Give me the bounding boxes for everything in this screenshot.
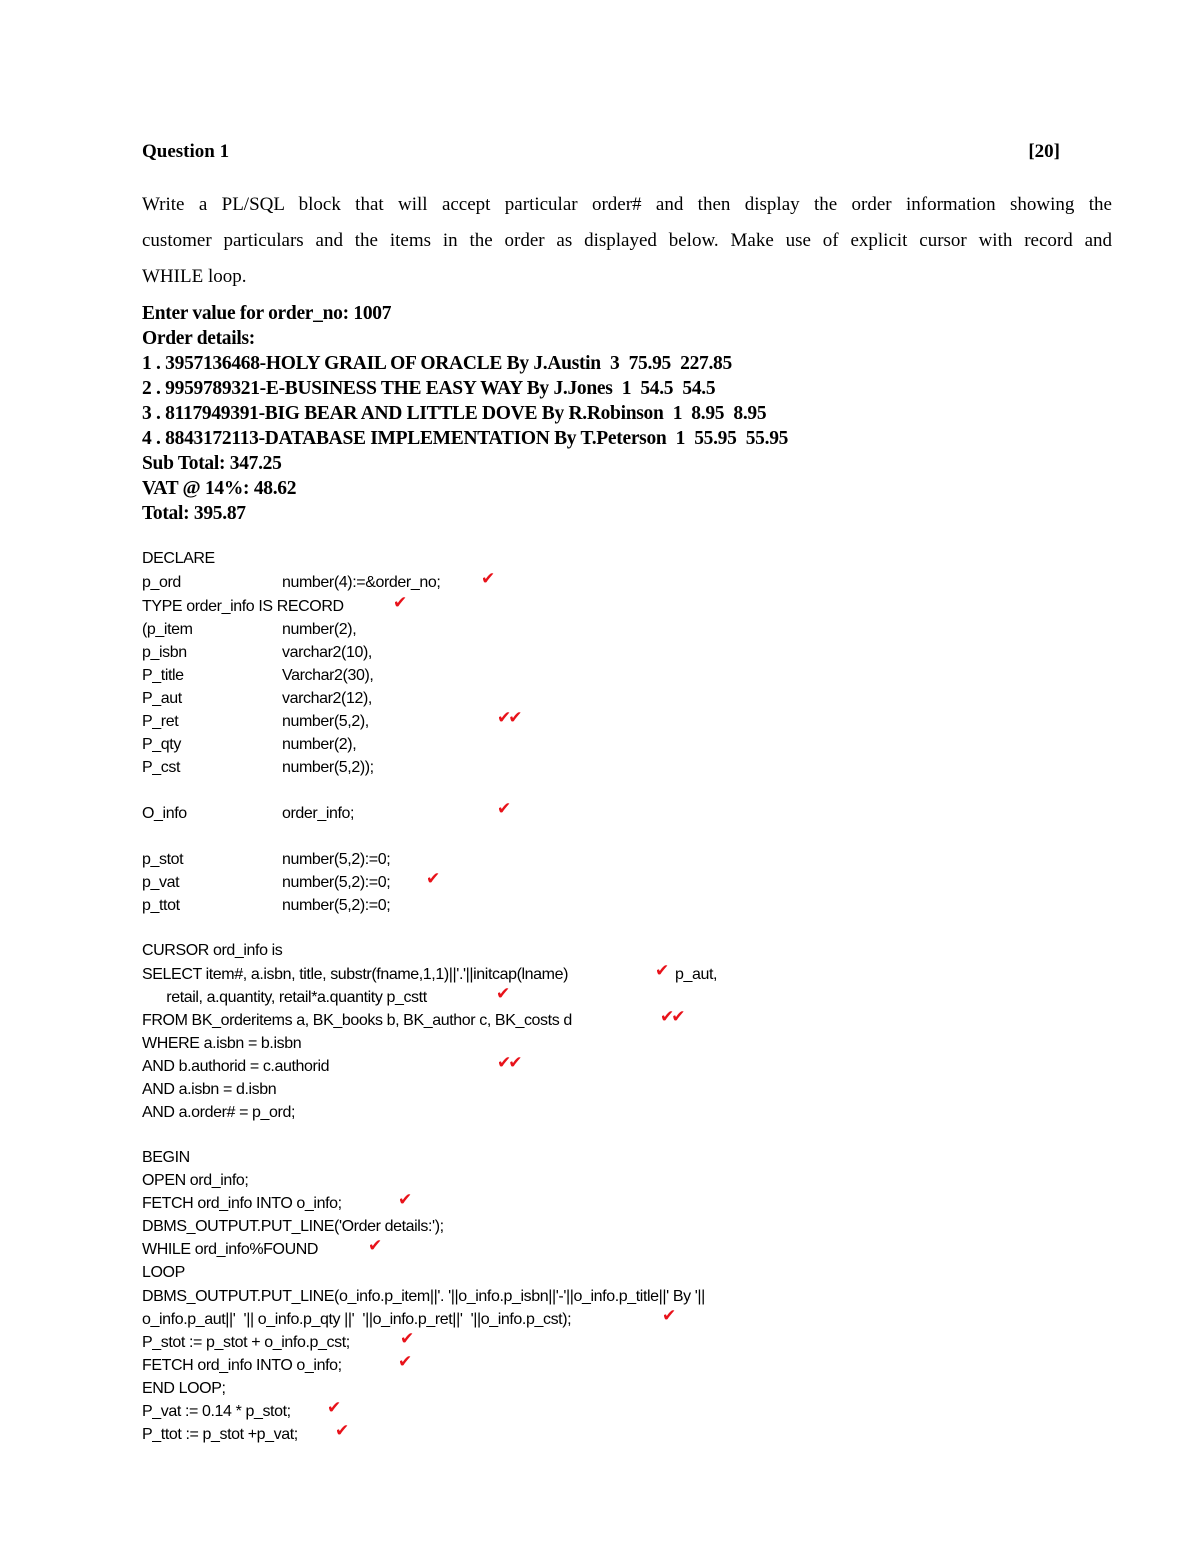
output-item: 2 . 9959789321-E-BUSINESS THE EASY WAY By J.Jones 1 54.5 54.5: [142, 378, 716, 399]
output-item: 1 . 3957136468-HOLY GRAIL OF ORACLE By J.Austin 3 75.95 227.85: [142, 353, 732, 374]
output-subtotal: Sub Total: 347.25: [142, 453, 282, 474]
body-line: LOOP: [142, 1264, 185, 1281]
decl-name: TYPE order_info IS RECORD: [142, 598, 344, 615]
decl-type: number(5,2));: [282, 759, 374, 776]
cursor-line: retail, a.quantity, retail*a.quantity p_cstt: [142, 989, 427, 1006]
body-line: o_info.p_aut||' '|| o_info.p_qty ||' '||o_info.p_ret||' '||o_info.p_cst);: [142, 1311, 572, 1328]
body-line: DBMS_OUTPUT.PUT_LINE(o_info.p_item||'. '||o_info.p_isbn||'-'||o_info.p_title||' By '||: [142, 1288, 705, 1305]
decl-type: number(4):=&order_no;: [282, 574, 441, 591]
body-line: P_ttot := p_stot +p_vat;: [142, 1426, 298, 1443]
decl-type: number(2),: [282, 736, 357, 753]
cursor-line: AND b.authorid = c.authorid: [142, 1058, 330, 1075]
check-mark-icon: ✔: [398, 1352, 412, 1372]
decl-name: P_qty: [142, 736, 181, 753]
check-mark-icon: ✔: [655, 961, 669, 981]
decl-name: p_ord: [142, 574, 181, 591]
body-line: END LOOP;: [142, 1380, 226, 1397]
decl-type: varchar2(12),: [282, 690, 372, 707]
body-line: BEGIN: [142, 1149, 190, 1166]
check-mark-icon: ✔: [497, 799, 511, 819]
decl-name: p_stot: [142, 851, 184, 868]
check-mark-icon: ✔✔: [497, 708, 520, 728]
decl-name: P_cst: [142, 759, 181, 776]
body-line: FETCH ord_info INTO o_info;: [142, 1357, 342, 1374]
decl-type: number(5,2):=0;: [282, 897, 391, 914]
decl-name: p_ttot: [142, 897, 180, 914]
decl-name: P_aut: [142, 690, 182, 707]
check-mark-icon: ✔: [496, 984, 510, 1004]
body-line: P_stot := p_stot + o_info.p_cst;: [142, 1334, 350, 1351]
decl-type: varchar2(10),: [282, 644, 372, 661]
output-total: Total: 395.87: [142, 503, 246, 524]
body-line: WHILE ord_info%FOUND: [142, 1241, 319, 1258]
output-vat: VAT @ 14%: 48.62: [142, 478, 297, 499]
decl-name: P_ret: [142, 713, 179, 730]
decl-type: Varchar2(30),: [282, 667, 374, 684]
output-item: 4 . 8843172113-DATABASE IMPLEMENTATION By T.Peterson 1 55.95 55.95: [142, 428, 789, 449]
check-mark-icon: ✔: [327, 1398, 341, 1418]
output-item: 3 . 8117949391-BIG BEAR AND LITTLE DOVE By R.Robinson 1 8.95 8.95: [142, 403, 767, 424]
cursor-line-alias: p_aut,: [675, 966, 718, 983]
question-marks: [20]: [1028, 141, 1060, 162]
decl-name: p_isbn: [142, 644, 187, 661]
cursor-line: FROM BK_orderitems a, BK_books b, BK_author c, BK_costs d: [142, 1012, 572, 1029]
output-header: Order details:: [142, 328, 255, 349]
cursor-line: WHERE a.isbn = b.isbn: [142, 1035, 302, 1052]
check-mark-icon: ✔: [335, 1421, 349, 1441]
cursor-line: AND a.order# = p_ord;: [142, 1104, 296, 1121]
instruction-line: WHILE loop.: [142, 266, 247, 287]
decl-type: order_info;: [282, 805, 355, 822]
check-mark-icon: ✔: [368, 1236, 382, 1256]
decl-name: P_title: [142, 667, 184, 684]
cursor-line: SELECT item#, a.isbn, title, substr(fname,1,1)||'.'||initcap(lname): [142, 966, 569, 983]
decl-type: number(5,2):=0;: [282, 851, 391, 868]
check-mark-icon: ✔: [481, 569, 495, 589]
body-line: DBMS_OUTPUT.PUT_LINE('Order details:');: [142, 1218, 444, 1235]
question-title: Question 1: [142, 141, 230, 162]
check-mark-icon: ✔: [393, 593, 407, 613]
body-line: OPEN ord_info;: [142, 1172, 249, 1189]
instruction-line: Write a PL/SQL block that will accept particular order# and then display the order information showing the: [142, 194, 1112, 215]
check-mark-icon: ✔: [662, 1306, 676, 1326]
check-mark-icon: ✔: [426, 869, 440, 889]
output-prompt: Enter value for order_no: 1007: [142, 303, 392, 324]
decl-name: p_vat: [142, 874, 180, 891]
decl-type: number(5,2):=0;: [282, 874, 391, 891]
body-line: FETCH ord_info INTO o_info;: [142, 1195, 342, 1212]
body-line: P_vat := 0.14 * p_stot;: [142, 1403, 291, 1420]
check-mark-icon: ✔: [400, 1329, 414, 1349]
decl-name: O_info: [142, 805, 187, 822]
cursor-line: AND a.isbn = d.isbn: [142, 1081, 277, 1098]
decl-type: number(5,2),: [282, 713, 369, 730]
code-declare: DECLARE: [142, 550, 215, 567]
check-mark-icon: ✔✔: [497, 1053, 520, 1073]
check-mark-icon: ✔✔: [660, 1007, 683, 1027]
decl-type: number(2),: [282, 621, 357, 638]
instruction-line: customer particulars and the items in the order as displayed below. Make use of explicit cursor with record and: [142, 230, 1112, 251]
cursor-line: CURSOR ord_info is: [142, 942, 283, 959]
check-mark-icon: ✔: [398, 1190, 412, 1210]
decl-name: (p_item: [142, 621, 193, 638]
